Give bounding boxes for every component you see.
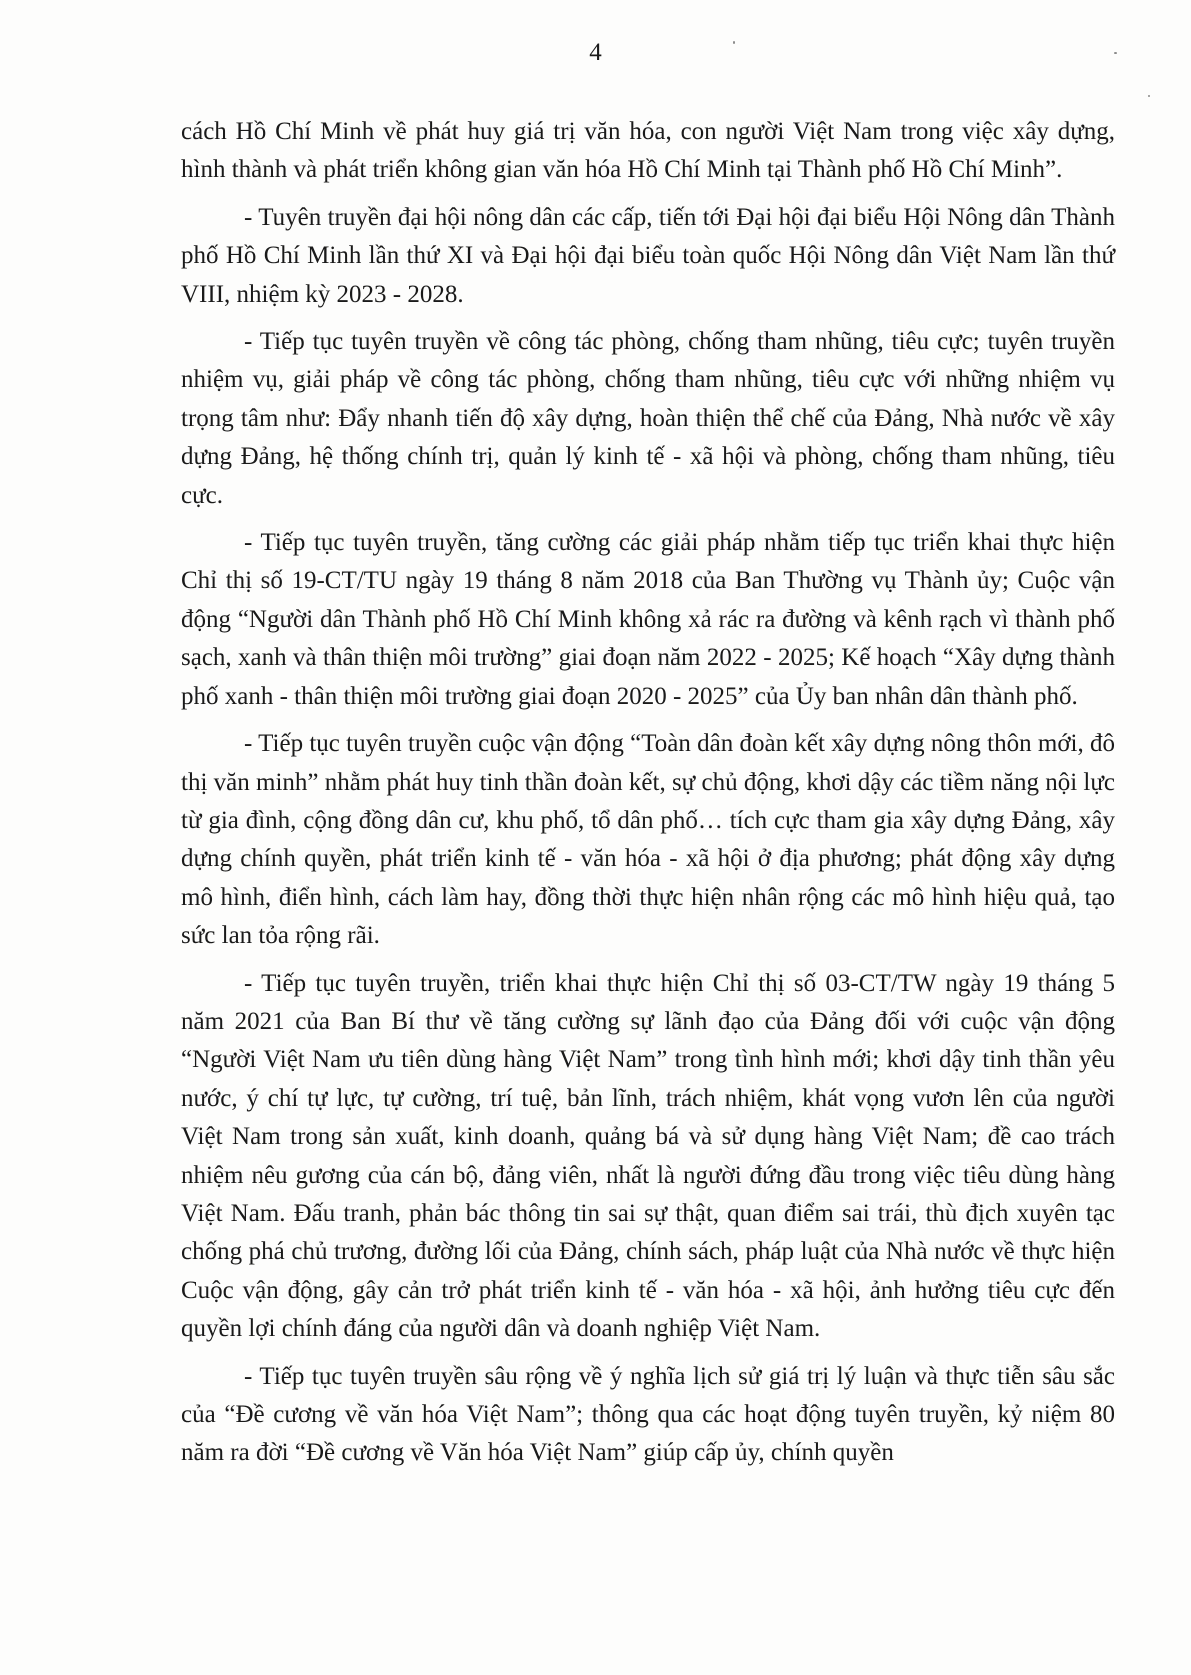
paragraph: - Tiếp tục tuyên truyền, tăng cường các giải pháp nhằm tiếp tục triển khai thực hiện Chỉ thị số 19-CT/TU ngày 19 tháng 8 năm 2018 của Ban Thường vụ Thành ủy; Cuộc vận động “Người dân Thành phố Hồ Chí Minh không xả rác ra đường và kênh rạch vì thành phố sạch, xanh và thân thiện môi trường” giai đoạn năm 2022 - 2025; Kế hoạch “Xây dựng thành phố xanh - thân thiện môi trường giai đoạn 2020 - 2025” của Ủy ban nhân dân thành phố.	[181, 529, 1115, 710]
paragraph: - Tiếp tục tuyên truyền cuộc vận động “Toàn dân đoàn kết xây dựng nông thôn mới, đô thị văn minh” nhằm phát huy tinh thần đoàn kết, sự chủ động, khơi dậy các tiềm năng nội lực từ gia đình, cộng đồng dân cư, khu phố, tổ dân phố… tích cực tham gia xây dựng Đảng, xây dựng chính quyền, phát triển kinh tế - văn hóa - xã hội ở địa phương; phát động xây dựng mô hình, điển hình, cách làm hay, đồng thời thực hiện nhân rộng các mô hình hiệu quả, tạo sức lan tỏa rộng rãi.	[181, 730, 1115, 950]
scan-speck	[1114, 52, 1117, 54]
paragraph: cách Hồ Chí Minh về phát huy giá trị văn hóa, con người Việt Nam trong việc xây dựng, hình thành và phát triển không gian văn hóa Hồ Chí Minh tại Thành phố Hồ Chí Minh”.	[181, 118, 1115, 184]
paragraph: - Tiếp tục tuyên truyền về công tác phòng, chống tham nhũng, tiêu cực; tuyên truyền nhiệm vụ, giải pháp về công tác phòng, chống tham nhũng, tiêu cực với những nhiệm vụ trọng tâm như: Đẩy nhanh tiến độ xây dựng, hoàn thiện thể chế của Đảng, Nhà nước về xây dựng Đảng, hệ thống chính trị, quản lý kinh tế - xã hội và phòng, chống tham nhũng, tiêu cực.	[181, 328, 1115, 509]
document-body	[181, 113, 1115, 1482]
paragraph: - Tuyên truyền đại hội nông dân các cấp, tiến tới Đại hội đại biểu Hội Nông dân Thành phố Hồ Chí Minh lần thứ XI và Đại hội đại biểu toàn quốc Hội Nông dân Việt Nam lần thứ VIII, nhiệm kỳ 2023 - 2028.	[181, 203, 1115, 308]
paragraph: - Tiếp tục tuyên truyền sâu rộng về ý nghĩa lịch sử giá trị lý luận và thực tiễn sâu sắc của “Đề cương về văn hóa Việt Nam”; thông qua các hoạt động tuyên truyền, kỷ niệm 80 năm ra đời “Đề cương về Văn hóa Việt Nam” giúp cấp ủy, chính quyền	[181, 1362, 1115, 1467]
page-number: 4	[589, 39, 602, 66]
paragraph: - Tiếp tục tuyên truyền, triển khai thực hiện Chỉ thị số 03-CT/TW ngày 19 tháng 5 năm 2021 của Ban Bí thư về tăng cường sự lãnh đạo của Đảng đối với cuộc vận động “Người Việt Nam ưu tiên dùng hàng Việt Nam” trong tình hình mới; khơi dậy tinh thần yêu nước, ý chí tự lực, tự cường, trí tuệ, bản lĩnh, trách nhiệm, khát vọng vươn lên của người Việt Nam trong sản xuất, kinh doanh, quảng bá và sử dụng hàng Việt Nam; đề cao trách nhiệm nêu gương của cán bộ, đảng viên, nhất là người đứng đầu trong việc tiêu dùng hàng Việt Nam. Đấu tranh, phản bác thông tin sai sự thật, quan điểm sai trái, thù địch xuyên tạc chống phá chủ trương, đường lối của Đảng, chính sách, pháp luật của Nhà nước về thực hiện Cuộc vận động, gây cản trở phát triển kinh tế - văn hóa - xã hội, ảnh hưởng tiêu cực đến quyền lợi chính đáng của người dân và doanh nghiệp Việt Nam.	[181, 969, 1115, 1343]
scan-speck	[1148, 95, 1150, 97]
scan-speck	[733, 41, 735, 44]
